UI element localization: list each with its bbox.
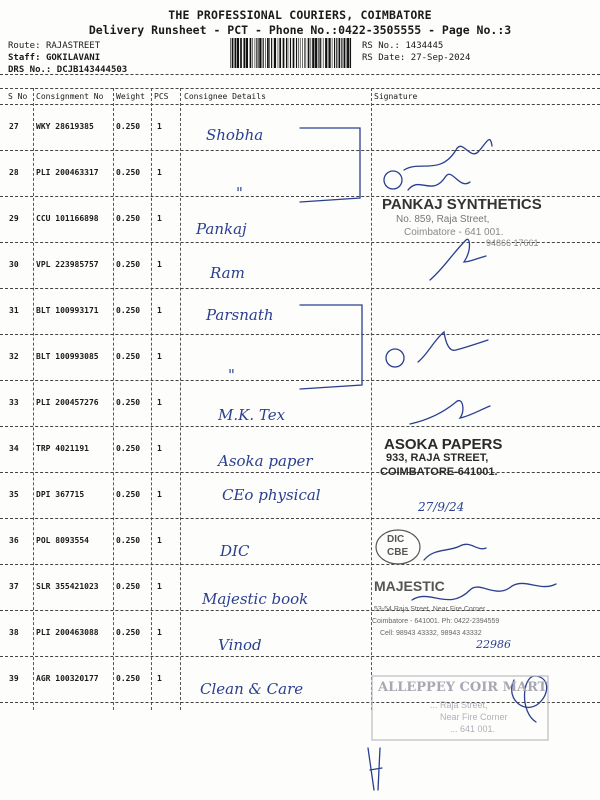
row-38-sno: 38: [9, 628, 19, 637]
pankaj-stamp-address: No. 859, Raja Street,: [396, 214, 490, 225]
handwritten-phone: 22986: [476, 638, 511, 651]
row-33-sno: 33: [9, 398, 19, 407]
drs-label: DRS No.:: [8, 65, 52, 75]
row-29-sno: 29: [9, 214, 19, 223]
col-divider-sno: [33, 88, 34, 710]
row-36-consignee: DIC: [220, 542, 250, 560]
row-28-consignment: PLI 200463317: [36, 168, 99, 177]
route-value: RAJASTREET: [45, 41, 101, 51]
row-27-sno: 27: [9, 122, 19, 131]
row-38-consignee: Vinod: [218, 636, 262, 654]
signature-row-36: [424, 544, 486, 560]
row-36-pcs: 1: [157, 536, 162, 545]
row-28-pcs: 1: [157, 168, 162, 177]
row-divider: [0, 426, 600, 427]
staff-value: GOKILAVANI: [45, 53, 101, 63]
row-33-weight: 0.250: [116, 398, 141, 407]
row-29-pcs: 1: [157, 214, 162, 223]
row-39-sno: 39: [9, 674, 19, 683]
row-38-weight: 0.250: [116, 628, 141, 637]
row-31-weight: 0.250: [116, 306, 141, 315]
row-34-pcs: 1: [157, 444, 162, 453]
row-30-consignee: Ram: [210, 264, 245, 282]
col-header-weight: Weight: [116, 92, 145, 101]
rs-no-value: 1434445: [405, 41, 444, 51]
row-32-consignment: BLT 100993085: [36, 352, 99, 361]
row-39-consignee: Clean & Care: [200, 680, 304, 698]
row-35-sno: 35: [9, 490, 19, 499]
col-divider-consignment: [113, 88, 114, 710]
asoka-stamp-name: ASOKA PAPERS: [384, 436, 503, 453]
footer-initials: [368, 748, 382, 790]
circle-two-row-32: [386, 349, 404, 367]
staff-label: Staff:: [8, 53, 41, 63]
bracket-rows-27-28: [300, 128, 360, 202]
majestic-stamp-name: MAJESTIC: [374, 578, 445, 594]
row-29-consignee: Pankaj: [196, 220, 247, 238]
rs-date-line: [362, 52, 470, 64]
row-35-consignee: CEo physical: [222, 486, 321, 504]
rs-block: [362, 40, 470, 64]
rs-no-label: RS No.:: [362, 41, 400, 51]
alleppey-stamp-name: ALLEPPEY COIR MART: [378, 680, 548, 695]
staff-line: [8, 52, 127, 64]
circle-two-row-28: [384, 171, 402, 189]
asoka-stamp-city: COIMBATORE-641001.: [380, 466, 498, 478]
header-rule-top: [0, 74, 600, 75]
row-29-consignment: CCU 101166898: [36, 214, 99, 223]
route-line: [8, 40, 127, 52]
row-divider: [0, 288, 600, 289]
rs-no-line: [362, 40, 470, 52]
row-27-consignee: Shobha: [206, 126, 264, 144]
rs-date-label: RS Date:: [362, 53, 406, 63]
col-header-consignment: Consignment No: [36, 92, 104, 101]
row-31-sno: 31: [9, 306, 19, 315]
col-divider-consignee: [371, 88, 372, 710]
row-31-pcs: 1: [157, 306, 162, 315]
row-39-consignment: AGR 100320177: [36, 674, 99, 683]
pankaj-stamp-name: PANKAJ SYNTHETICS: [382, 196, 542, 213]
row-33-consignee: M.K. Tex: [218, 406, 286, 424]
col-divider-pcs: [180, 88, 181, 710]
pankaj-stamp-city: Coimbatore - 641 001.: [404, 227, 504, 238]
signature-row-32: [418, 332, 488, 362]
row-35-consignment: DPI 367715: [36, 490, 85, 499]
col-header-signature: Signature: [374, 92, 418, 101]
row-divider: [0, 472, 600, 473]
alleppey-stamp-city: ... 641 001.: [450, 724, 496, 734]
row-33-pcs: 1: [157, 398, 162, 407]
row-divider: [0, 702, 600, 703]
row-34-consignee: Asoka paper: [218, 452, 313, 470]
rs-date-value: 27-Sep-2024: [410, 53, 471, 63]
row-31-consignment: BLT 100993171: [36, 306, 99, 315]
header-rule-lower: [0, 104, 600, 105]
asoka-stamp-address: 933, RAJA STREET,: [386, 452, 489, 464]
dic-stamp-line1: DIC: [387, 534, 405, 545]
row-27-pcs: 1: [157, 122, 162, 131]
col-divider-weight: [151, 88, 152, 710]
dic-stamp-line2: CBE: [387, 547, 409, 558]
header-rule-upper: [0, 88, 600, 89]
row-27-consignment: WKY 28619385: [36, 122, 94, 131]
pankaj-stamp-phone: 94866 17661: [486, 238, 539, 248]
row-32-consignee: ": [228, 366, 235, 384]
row-divider: [0, 334, 600, 335]
row-30-weight: 0.250: [116, 260, 141, 269]
barcode: [230, 38, 352, 68]
col-header-sno: S No: [8, 92, 28, 101]
col-header-pcs: PCS: [154, 92, 169, 101]
row-30-sno: 30: [9, 260, 19, 269]
majestic-stamp-city: Coimbatore - 641001. Ph: 0422-2394559: [372, 618, 500, 625]
alleppey-stamp-address: ... Raja Street,: [430, 700, 488, 710]
signature-row-27: [404, 140, 492, 170]
row-divider: [0, 150, 600, 151]
drs-value: DCJB143444503: [56, 65, 128, 75]
row-37-consignment: SLR 355421023: [36, 582, 99, 591]
col-header-consignee: Consignee Details: [184, 92, 266, 101]
bracket-rows-31-32: [300, 305, 362, 389]
row-36-consignment: POL 8093554: [36, 536, 89, 545]
row-divider: [0, 380, 600, 381]
row-30-pcs: 1: [157, 260, 162, 269]
handwritten-date: 27/9/24: [418, 500, 465, 514]
document-title: THE PROFESSIONAL COURIERS, COIMBATORE: [168, 8, 432, 22]
row-30-consignment: VPL 223985757: [36, 260, 99, 269]
row-32-pcs: 1: [157, 352, 162, 361]
row-39-pcs: 1: [157, 674, 162, 683]
row-37-pcs: 1: [157, 582, 162, 591]
row-35-weight: 0.250: [116, 490, 141, 499]
row-32-sno: 32: [9, 352, 19, 361]
row-divider: [0, 518, 600, 519]
row-35-pcs: 1: [157, 490, 162, 499]
signature-row-28: [408, 174, 470, 190]
row-divider: [0, 564, 600, 565]
row-38-consignment: PLI 200463088: [36, 628, 99, 637]
alleppey-stamp-corner: Near Fire Corner: [440, 712, 508, 722]
route-staff-block: [8, 40, 127, 76]
row-27-weight: 0.250: [116, 122, 141, 131]
row-36-sno: 36: [9, 536, 19, 545]
row-34-consignment: TRP 4021191: [36, 444, 89, 453]
majestic-stamp-cell: Cell: 98943 43332, 98943 43332: [380, 630, 482, 637]
majestic-stamp-address: 53-54 Raja Street, Near Fire Corner: [374, 606, 486, 613]
row-31-consignee: Parsnath: [206, 306, 274, 324]
row-28-sno: 28: [9, 168, 19, 177]
row-29-weight: 0.250: [116, 214, 141, 223]
signature-row-33: [410, 401, 490, 424]
row-34-sno: 34: [9, 444, 19, 453]
row-37-consignee: Majestic book: [202, 590, 309, 608]
row-32-weight: 0.250: [116, 352, 141, 361]
runsheet-subtitle: Delivery Runsheet - PCT - Phone No.:0422-3505555 - Page No.:3: [88, 23, 512, 37]
row-33-consignment: PLI 200457276: [36, 398, 99, 407]
row-36-weight: 0.250: [116, 536, 141, 545]
row-39-weight: 0.250: [116, 674, 141, 683]
row-divider: [0, 610, 600, 611]
signature-row-30: [430, 239, 486, 280]
row-divider: [0, 656, 600, 657]
row-28-weight: 0.250: [116, 168, 141, 177]
row-34-weight: 0.250: [116, 444, 141, 453]
row-37-sno: 37: [9, 582, 19, 591]
route-label: Route:: [8, 41, 41, 51]
row-38-pcs: 1: [157, 628, 162, 637]
row-28-consignee: ": [236, 184, 243, 202]
row-37-weight: 0.250: [116, 582, 141, 591]
